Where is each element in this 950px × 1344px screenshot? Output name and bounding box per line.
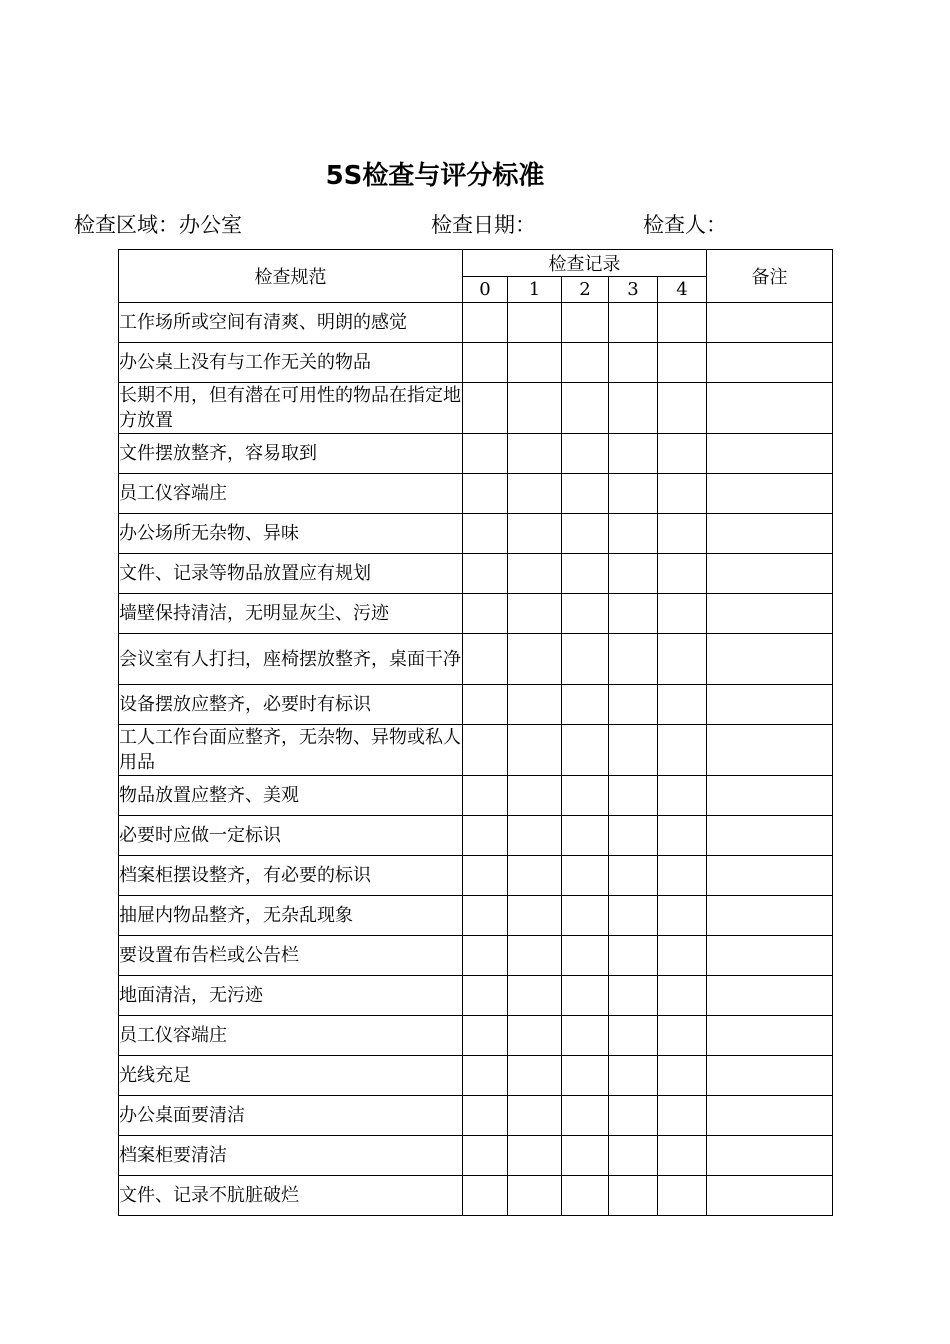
criterion-text: 工作场所或空间有清爽、明朗的感觉 — [119, 303, 463, 343]
score-cell-1[interactable] — [508, 434, 562, 474]
criterion-text: 工人工作台面应整齐，无杂物、异物或私人用品 — [119, 725, 463, 776]
remark-cell[interactable] — [707, 1136, 833, 1176]
score-cell-4[interactable] — [658, 383, 707, 434]
score-cell-2[interactable] — [562, 936, 609, 976]
score-cell-3[interactable] — [609, 1056, 658, 1096]
remark-cell[interactable] — [707, 816, 833, 856]
score-cell-2[interactable] — [562, 896, 609, 936]
score-cell-3[interactable] — [609, 856, 658, 896]
table-row — [119, 1016, 833, 1056]
score-cell-4[interactable] — [658, 1136, 707, 1176]
score-cell-4[interactable] — [658, 1176, 707, 1216]
inspection-table — [118, 249, 833, 1216]
table-row — [119, 856, 833, 896]
criterion-text: 光线充足 — [119, 1056, 463, 1096]
header-record: 检查记录 — [463, 250, 707, 277]
score-cell-0[interactable] — [463, 514, 508, 554]
score-cell-0[interactable] — [463, 816, 508, 856]
score-cell-1[interactable] — [508, 474, 562, 514]
score-cell-3[interactable] — [609, 1096, 658, 1136]
score-cell-1[interactable] — [508, 383, 562, 434]
score-cell-1[interactable] — [508, 685, 562, 725]
score-cell-3[interactable] — [609, 554, 658, 594]
table-row — [119, 1096, 833, 1136]
score-header-0: 0 — [463, 277, 508, 303]
criterion-text: 会议室有人打扫，座椅摆放整齐，桌面干净 — [119, 634, 463, 685]
score-cell-2[interactable] — [562, 685, 609, 725]
score-cell-3[interactable] — [609, 474, 658, 514]
table-row — [119, 936, 833, 976]
score-cell-3[interactable] — [609, 514, 658, 554]
remark-cell[interactable] — [707, 474, 833, 514]
criterion-text: 文件、记录等物品放置应有规划 — [119, 554, 463, 594]
score-cell-2[interactable] — [562, 816, 609, 856]
score-cell-3[interactable] — [609, 594, 658, 634]
score-cell-2[interactable] — [562, 303, 609, 343]
score-cell-3[interactable] — [609, 634, 658, 685]
score-cell-4[interactable] — [658, 896, 707, 936]
score-cell-4[interactable] — [658, 434, 707, 474]
score-cell-2[interactable] — [562, 1016, 609, 1056]
table-row — [119, 634, 833, 685]
table-row — [119, 594, 833, 634]
score-cell-3[interactable] — [609, 725, 658, 776]
score-cell-4[interactable] — [658, 514, 707, 554]
page-title: 5S检查与评分标准 — [325, 161, 545, 191]
criterion-text: 档案柜摆设整齐，有必要的标识 — [119, 856, 463, 896]
criterion-text: 抽屉内物品整齐，无杂乱现象 — [119, 896, 463, 936]
score-cell-0[interactable] — [463, 936, 508, 976]
score-cell-4[interactable] — [658, 725, 707, 776]
remark-cell[interactable] — [707, 434, 833, 474]
score-cell-0[interactable] — [463, 474, 508, 514]
score-cell-2[interactable] — [562, 856, 609, 896]
remark-cell[interactable] — [707, 1016, 833, 1056]
remark-cell[interactable] — [707, 594, 833, 634]
header-remark: 备注 — [707, 250, 833, 303]
score-cell-3[interactable] — [609, 303, 658, 343]
score-cell-1[interactable] — [508, 554, 562, 594]
score-cell-2[interactable] — [562, 343, 609, 383]
score-cell-3[interactable] — [609, 343, 658, 383]
score-cell-3[interactable] — [609, 896, 658, 936]
score-cell-4[interactable] — [658, 343, 707, 383]
score-cell-1[interactable] — [508, 634, 562, 685]
score-cell-2[interactable] — [562, 474, 609, 514]
table-row — [119, 1176, 833, 1216]
remark-cell[interactable] — [707, 856, 833, 896]
table-row — [119, 1056, 833, 1096]
criterion-text: 办公场所无杂物、异味 — [119, 514, 463, 554]
score-cell-4[interactable] — [658, 936, 707, 976]
score-cell-0[interactable] — [463, 594, 508, 634]
score-cell-4[interactable] — [658, 1056, 707, 1096]
remark-cell[interactable] — [707, 383, 833, 434]
score-cell-2[interactable] — [562, 1136, 609, 1176]
score-cell-2[interactable] — [562, 514, 609, 554]
table-row — [119, 776, 833, 816]
score-cell-0[interactable] — [463, 1136, 508, 1176]
score-cell-4[interactable] — [658, 303, 707, 343]
score-cell-0[interactable] — [463, 554, 508, 594]
score-cell-0[interactable] — [463, 685, 508, 725]
score-cell-3[interactable] — [609, 936, 658, 976]
score-cell-1[interactable] — [508, 976, 562, 1016]
score-cell-1[interactable] — [508, 856, 562, 896]
remark-cell[interactable] — [707, 303, 833, 343]
inspector-label: 检查人： — [643, 213, 727, 237]
table-row — [119, 514, 833, 554]
table-row — [119, 554, 833, 594]
inspection-area-label: 检查区域：办公室 — [74, 213, 242, 237]
score-cell-1[interactable] — [508, 725, 562, 776]
score-cell-4[interactable] — [658, 1096, 707, 1136]
score-cell-2[interactable] — [562, 594, 609, 634]
score-cell-2[interactable] — [562, 554, 609, 594]
remark-cell[interactable] — [707, 976, 833, 1016]
score-cell-3[interactable] — [609, 1136, 658, 1176]
score-cell-4[interactable] — [658, 685, 707, 725]
criterion-text: 员工仪容端庄 — [119, 474, 463, 514]
score-cell-3[interactable] — [609, 685, 658, 725]
remark-cell[interactable] — [707, 725, 833, 776]
score-header-4: 4 — [658, 277, 707, 303]
remark-cell[interactable] — [707, 776, 833, 816]
table-row — [119, 434, 833, 474]
score-cell-2[interactable] — [562, 976, 609, 1016]
remark-cell[interactable] — [707, 1096, 833, 1136]
score-cell-0[interactable] — [463, 303, 508, 343]
criterion-text: 长期不用，但有潜在可用性的物品在指定地方放置 — [119, 383, 463, 434]
remark-cell[interactable] — [707, 936, 833, 976]
score-cell-4[interactable] — [658, 554, 707, 594]
score-cell-1[interactable] — [508, 816, 562, 856]
score-header-1: 1 — [508, 277, 562, 303]
score-cell-2[interactable] — [562, 776, 609, 816]
score-cell-4[interactable] — [658, 634, 707, 685]
inspection-date-label: 检查日期： — [431, 213, 536, 237]
score-cell-4[interactable] — [658, 856, 707, 896]
score-cell-1[interactable] — [508, 936, 562, 976]
table-row — [119, 685, 833, 725]
table-row — [119, 725, 833, 776]
score-cell-4[interactable] — [658, 776, 707, 816]
score-cell-1[interactable] — [508, 896, 562, 936]
score-cell-2[interactable] — [562, 634, 609, 685]
score-cell-4[interactable] — [658, 474, 707, 514]
header-standard: 检查规范 — [119, 250, 463, 303]
table-row — [119, 896, 833, 936]
score-cell-1[interactable] — [508, 594, 562, 634]
score-cell-2[interactable] — [562, 434, 609, 474]
score-cell-2[interactable] — [562, 1056, 609, 1096]
score-cell-1[interactable] — [508, 1096, 562, 1136]
score-cell-0[interactable] — [463, 1056, 508, 1096]
score-cell-1[interactable] — [508, 343, 562, 383]
criterion-text: 办公桌上没有与工作无关的物品 — [119, 343, 463, 383]
table-row — [119, 474, 833, 514]
score-cell-2[interactable] — [562, 1176, 609, 1216]
score-cell-0[interactable] — [463, 976, 508, 1016]
score-header-3: 3 — [609, 277, 658, 303]
score-cell-0[interactable] — [463, 1016, 508, 1056]
score-cell-3[interactable] — [609, 1176, 658, 1216]
score-cell-0[interactable] — [463, 776, 508, 816]
criterion-text: 墙壁保持清洁，无明显灰尘、污迹 — [119, 594, 463, 634]
score-cell-4[interactable] — [658, 816, 707, 856]
score-cell-0[interactable] — [463, 383, 508, 434]
score-cell-0[interactable] — [463, 1176, 508, 1216]
table-row — [119, 343, 833, 383]
score-cell-3[interactable] — [609, 1016, 658, 1056]
criterion-text: 要设置布告栏或公告栏 — [119, 936, 463, 976]
score-cell-4[interactable] — [658, 1016, 707, 1056]
criterion-text: 设备摆放应整齐，必要时有标识 — [119, 685, 463, 725]
score-cell-0[interactable] — [463, 725, 508, 776]
criterion-text: 必要时应做一定标识 — [119, 816, 463, 856]
score-cell-2[interactable] — [562, 383, 609, 434]
score-cell-1[interactable] — [508, 514, 562, 554]
score-cell-4[interactable] — [658, 976, 707, 1016]
criterion-text: 办公桌面要清洁 — [119, 1096, 463, 1136]
table-row — [119, 1136, 833, 1176]
remark-cell[interactable] — [707, 685, 833, 725]
remark-cell[interactable] — [707, 554, 833, 594]
remark-cell[interactable] — [707, 514, 833, 554]
table-row — [119, 976, 833, 1016]
table-row — [119, 816, 833, 856]
criterion-text: 文件、记录不肮脏破烂 — [119, 1176, 463, 1216]
score-cell-0[interactable] — [463, 343, 508, 383]
score-cell-4[interactable] — [658, 594, 707, 634]
score-cell-0[interactable] — [463, 634, 508, 685]
remark-cell[interactable] — [707, 634, 833, 685]
score-cell-2[interactable] — [562, 1096, 609, 1136]
score-cell-0[interactable] — [463, 896, 508, 936]
score-cell-3[interactable] — [609, 776, 658, 816]
score-cell-1[interactable] — [508, 1176, 562, 1216]
score-cell-1[interactable] — [508, 1016, 562, 1056]
score-cell-1[interactable] — [508, 303, 562, 343]
score-cell-1[interactable] — [508, 1056, 562, 1096]
score-cell-1[interactable] — [508, 776, 562, 816]
score-cell-3[interactable] — [609, 976, 658, 1016]
score-cell-0[interactable] — [463, 434, 508, 474]
remark-cell[interactable] — [707, 1176, 833, 1216]
remark-cell[interactable] — [707, 896, 833, 936]
criterion-text: 地面清洁，无污迹 — [119, 976, 463, 1016]
score-cell-3[interactable] — [609, 816, 658, 856]
score-cell-1[interactable] — [508, 1136, 562, 1176]
score-cell-3[interactable] — [609, 383, 658, 434]
criterion-text: 员工仪容端庄 — [119, 1016, 463, 1056]
table-row — [119, 303, 833, 343]
remark-cell[interactable] — [707, 1056, 833, 1096]
score-cell-2[interactable] — [562, 725, 609, 776]
score-header-2: 2 — [562, 277, 609, 303]
score-cell-3[interactable] — [609, 434, 658, 474]
table-row — [119, 383, 833, 434]
criterion-text: 文件摆放整齐，容易取到 — [119, 434, 463, 474]
remark-cell[interactable] — [707, 343, 833, 383]
score-cell-0[interactable] — [463, 856, 508, 896]
criterion-text: 档案柜要清洁 — [119, 1136, 463, 1176]
score-cell-0[interactable] — [463, 1096, 508, 1136]
criterion-text: 物品放置应整齐、美观 — [119, 776, 463, 816]
